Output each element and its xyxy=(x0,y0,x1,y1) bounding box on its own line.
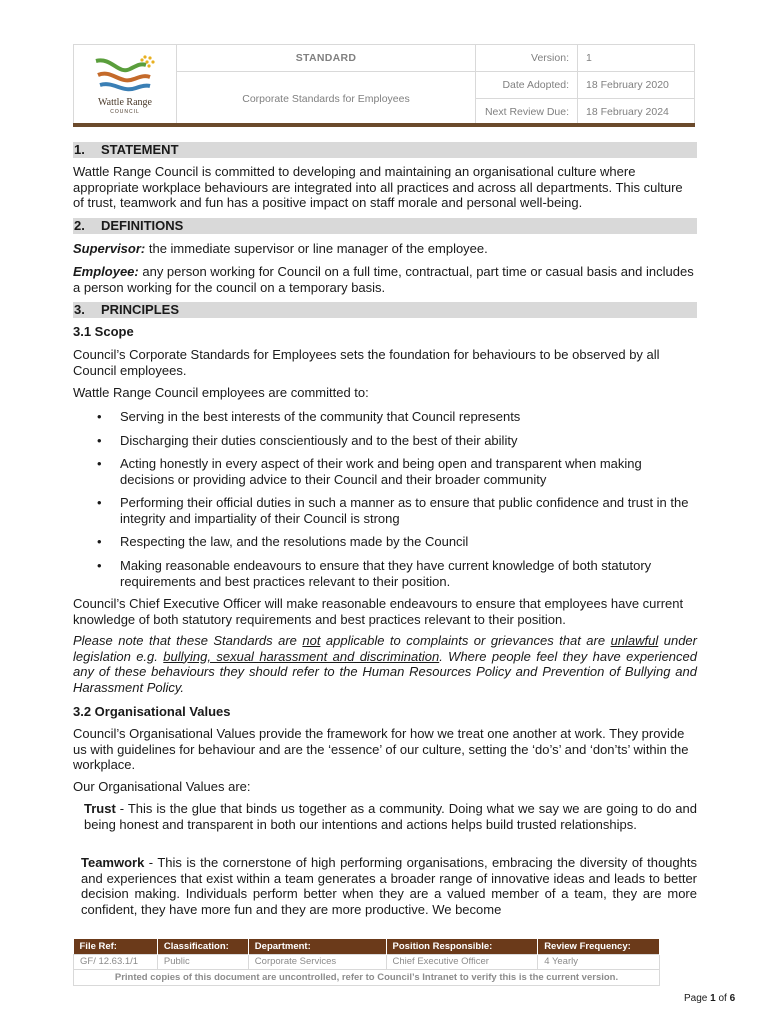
version-label: Version: xyxy=(476,45,578,72)
review-label: Next Review Due: xyxy=(476,99,578,126)
value-trust: Trust - This is the glue that binds us together as a community. Doing what we say we are going to do and being honest and transparent in both our intentions and actions helps build trusted relationships. xyxy=(84,801,697,832)
doc-type: STANDARD xyxy=(177,45,476,72)
section-1-number: 1. xyxy=(74,142,85,157)
footer-header-row xyxy=(74,939,660,954)
section-1-heading xyxy=(73,142,697,158)
version-value: 1 xyxy=(578,45,695,72)
section-3-heading xyxy=(73,302,697,318)
list-item: • Serving in the best interests of the community that Council represents xyxy=(97,409,521,424)
section-1-title: STATEMENT xyxy=(101,142,179,157)
doc-title: Corporate Standards for Employees xyxy=(177,72,476,126)
logo-sub: COUNCIL xyxy=(110,108,140,115)
header-table xyxy=(73,44,695,126)
footer-file-ref: GF/ 12.63.1/1 xyxy=(74,954,158,969)
employee-term: Employee: xyxy=(73,264,139,279)
footer-position-label: Position Responsible: xyxy=(386,939,538,954)
logo-cell xyxy=(74,45,177,126)
footer-value-row xyxy=(74,954,660,969)
values-paragraph: Council’s Organisational Values provide the framework for how we treat one another at work. They provide us with guidelines for behaviour and are the ‘essence’ of our culture, setting the ‘do’s’ and ‘don’ts’ within the workplace. xyxy=(73,726,689,772)
review-value: 18 February 2024 xyxy=(578,99,695,126)
footer-file-ref-label: File Ref: xyxy=(74,939,158,954)
section-2-title: DEFINITIONS xyxy=(101,218,184,233)
footer-classification-label: Classification: xyxy=(157,939,248,954)
ceo-paragraph: Council’s Chief Executive Officer will make reasonable endeavours to ensure that employees have current knowledge of both statutory requirements and best practices relevant to their position. xyxy=(73,596,684,627)
list-item: • Performing their official duties in such a manner as to ensure that public confidence and trust in the integrity and impartiality of their Council is strong xyxy=(97,495,689,526)
adopted-value: 18 February 2020 xyxy=(578,72,695,99)
footer-review-frequency-label: Review Frequency: xyxy=(538,939,660,954)
values-intro: Our Organisational Values are: xyxy=(73,779,251,794)
list-item: • Making reasonable endeavours to ensure that they have current knowledge of both statutory requirements and best practices relevant to their position. xyxy=(97,558,652,589)
list-item: • Discharging their duties conscientiously and to the best of their ability xyxy=(97,433,518,448)
scope-intro: Wattle Range Council employees are committed to: xyxy=(73,385,369,400)
scope-paragraph: Council’s Corporate Standards for Employees sets the foundation for behaviours to be observed by all Council employees. xyxy=(73,347,660,378)
council-logo-icon xyxy=(90,53,160,115)
adopted-label: Date Adopted: xyxy=(476,72,578,99)
section-2-number: 2. xyxy=(74,218,85,233)
section-3-title: PRINCIPLES xyxy=(101,302,180,317)
supervisor-definition: the immediate supervisor or line manager of the employee. xyxy=(145,241,488,256)
footer-table xyxy=(73,939,660,970)
definition-employee xyxy=(73,264,697,295)
supervisor-term: Supervisor: xyxy=(73,241,146,256)
section-2-heading xyxy=(73,218,697,234)
section-3-number: 3. xyxy=(74,302,85,317)
value-teamwork: Teamwork - This is the cornerstone of high performing organisations, embracing the diversity of thoughts and experiences that exist within a team generates a broader range of innovative ideas and leads to better decision making. Individuals perform better when they are a valued member of a team, they are more confident, they have more fun and they are more productive. We become xyxy=(81,855,697,917)
statement-text: Wattle Range Council is committed to developing and maintaining an organisational culture where appropriate workplace behaviours are integrated into all practices and across all departments. This culture of trust, teamwork and fun has a positive impact on staff morale and personal well-being. xyxy=(73,164,683,210)
list-item: • Acting honestly in every aspect of their work and being open and transparent when making decisions or providing advice to their Council and their broader community xyxy=(97,456,642,487)
footer-department: Corporate Services xyxy=(248,954,386,969)
footer-note: Printed copies of this document are uncontrolled, refer to Council’s Intranet to verify this is the current version. xyxy=(73,970,660,986)
footer-department-label: Department: xyxy=(248,939,386,954)
list-item: • Respecting the law, and the resolutions made by the Council xyxy=(97,534,469,549)
footer-review-frequency: 4 Yearly xyxy=(538,954,660,969)
page-number: Page 1 of 6 xyxy=(684,993,736,1004)
definition-supervisor xyxy=(73,241,697,257)
footer-classification: Public xyxy=(157,954,248,969)
header-divider xyxy=(73,123,695,127)
employee-definition: any person working for Council on a full time, contractual, part time or casual basis and includes a person working for the council on a temporary basis. xyxy=(73,264,694,295)
scope-heading: 3.1 Scope xyxy=(73,324,134,339)
logo-name: Wattle Range xyxy=(98,96,152,108)
footer-position: Chief Executive Officer xyxy=(386,954,538,969)
note-paragraph: Please note that these Standards are not applicable to complaints or grievances that are unlawful under legislation e.g. bullying, sexual harassment and discrimination. Where people feel they have experienced any of these behaviours they should refer to the Human Resources Policy and Prevention of Bullying and Harassment Policy. xyxy=(73,633,697,695)
values-heading: 3.2 Organisational Values xyxy=(73,704,231,719)
